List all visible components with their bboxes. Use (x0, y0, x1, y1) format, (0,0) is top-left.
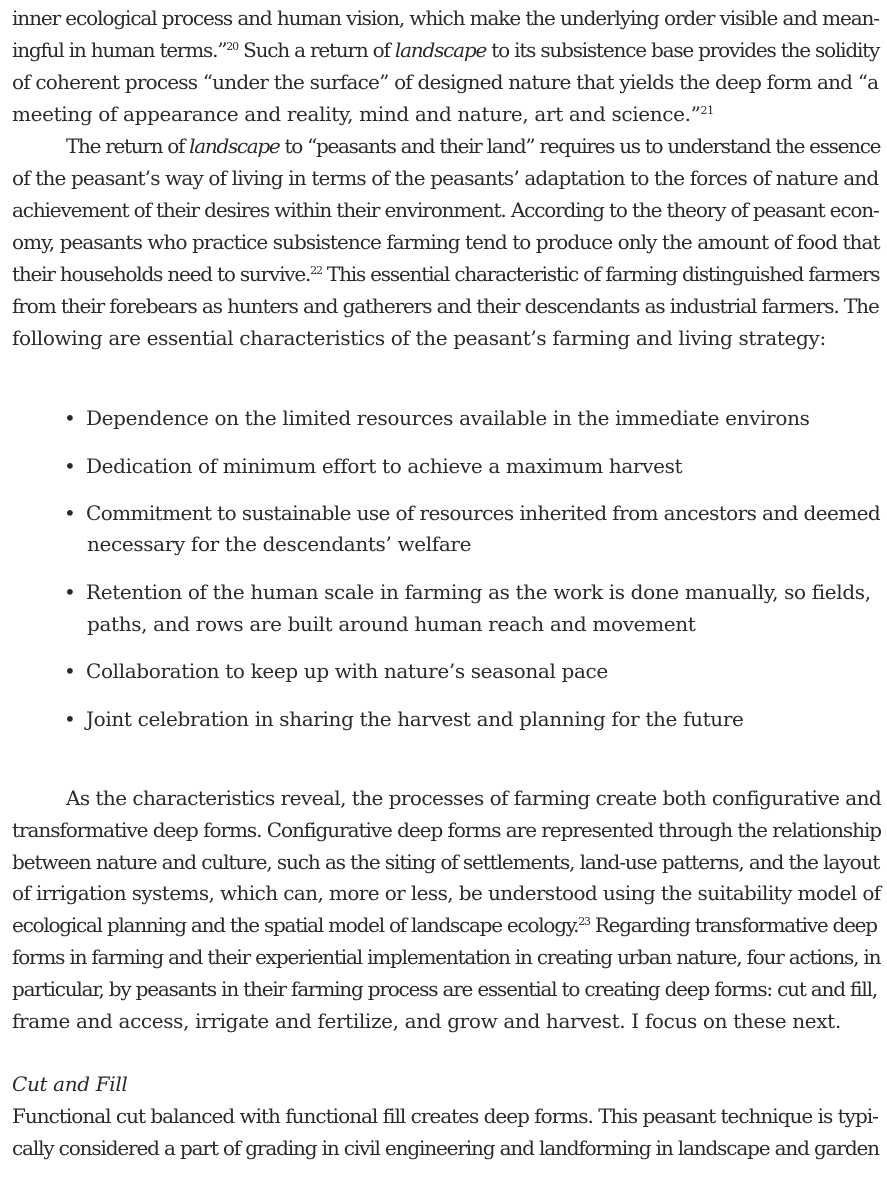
bullet-icon: • (64, 454, 76, 478)
paragraph-2-line-6: from their forebears as hunters and gatherers and their descendants as industrial farmers. The (12, 294, 879, 318)
footnote-ref-22[interactable]: 22 (310, 264, 322, 277)
bullet-icon: • (64, 501, 76, 525)
list-item-continuation: paths, and rows are built around human reach and movement (87, 612, 696, 636)
paragraph-2-line-3: achievement of their desires within their environment. According to the theory of peasant econ- (12, 198, 879, 222)
section-heading: Cut and Fill (12, 1072, 128, 1096)
paragraph-2-line-7: following are essential characteristics of the peasant’s farming and living strategy: (12, 326, 826, 350)
list-item: • Joint celebration in sharing the harvest and planning for the future (64, 703, 744, 735)
paragraph-3-line-1: As the characteristics reveal, the processes of farming create both configurative and (66, 786, 882, 810)
footnote-ref-23[interactable]: 23 (578, 915, 590, 928)
paragraph-3-line-5: ecological planning and the spatial model of landscape ecology.$^{23}$ Regarding transformative deep (12, 913, 877, 937)
paragraph-2-line-4: omy, peasants who practice subsistence farming tend to produce only the amount of food that (12, 230, 880, 254)
paragraph-1-line-1: inner ecological process and human vision, which make the underlying order visible and mean- (12, 6, 879, 30)
list-item: • Commitment to sustainable use of resources inherited from ancestors and deemed (64, 497, 880, 529)
paragraph-3-line-8: frame and access, irrigate and fertilize, and grow and harvest. I focus on these next. (12, 1009, 841, 1033)
bullet-icon: • (64, 406, 76, 430)
paragraph-3-line-2: transformative deep forms. Configurative deep forms are represented through the relationship (12, 818, 882, 842)
section-line-2: cally considered a part of grading in civil engineering and landforming in landscape and garden (12, 1136, 879, 1160)
list-item: • Dependence on the limited resources available in the immediate environs (64, 402, 810, 434)
footnote-ref-21[interactable]: 21 (700, 104, 714, 117)
bullet-icon: • (64, 707, 76, 731)
list-item: • Retention of the human scale in farming as the work is done manually, so fields, (64, 576, 871, 608)
bullet-icon: • (64, 659, 76, 683)
list-item-continuation: necessary for the descendants’ welfare (87, 532, 472, 556)
footnote-ref-20[interactable]: 20 (226, 40, 238, 53)
paragraph-1-line-4: meeting of appearance and reality, mind and nature, art and science.”$^{21}$ (12, 102, 714, 126)
list-item: • Collaboration to keep up with nature’s seasonal pace (64, 655, 608, 687)
paragraph-3-line-6: forms in farming and their experiential implementation in creating urban nature, four actions, in (12, 945, 881, 969)
paragraph-1-line-2: ingful in human terms.”$^{20}$ Such a return of landscape to its subsistence base provides the solidity (12, 38, 880, 62)
paragraph-3-line-3: between nature and culture, such as the siting of settlements, land-use patterns, and the layout (12, 850, 880, 874)
paragraph-2-line-5: their households need to survive.$^{22}$ This essential characteristic of farming distinguished farmers (12, 262, 880, 286)
paragraph-2-line-2: of the peasant’s way of living in terms of the peasants’ adaptation to the forces of nature and (12, 166, 879, 190)
paragraph-1-line-3: of coherent process “under the surface” of designed nature that yields the deep form and “a (12, 70, 879, 94)
section-line-1: Functional cut balanced with functional fill creates deep forms. This peasant technique is typi- (12, 1104, 878, 1128)
paragraph-3-line-4: of irrigation systems, which can, more or less, be understood using the suitability model of (12, 881, 881, 905)
paragraph-2-line-1: The return of landscape to “peasants and their land” requires us to understand the essence (66, 134, 881, 158)
bullet-icon: • (64, 580, 76, 604)
list-item: • Dedication of minimum effort to achieve a maximum harvest (64, 450, 682, 482)
paragraph-3-line-7: particular, by peasants in their farming process are essential to creating deep forms: cut and fill, (12, 977, 877, 1001)
